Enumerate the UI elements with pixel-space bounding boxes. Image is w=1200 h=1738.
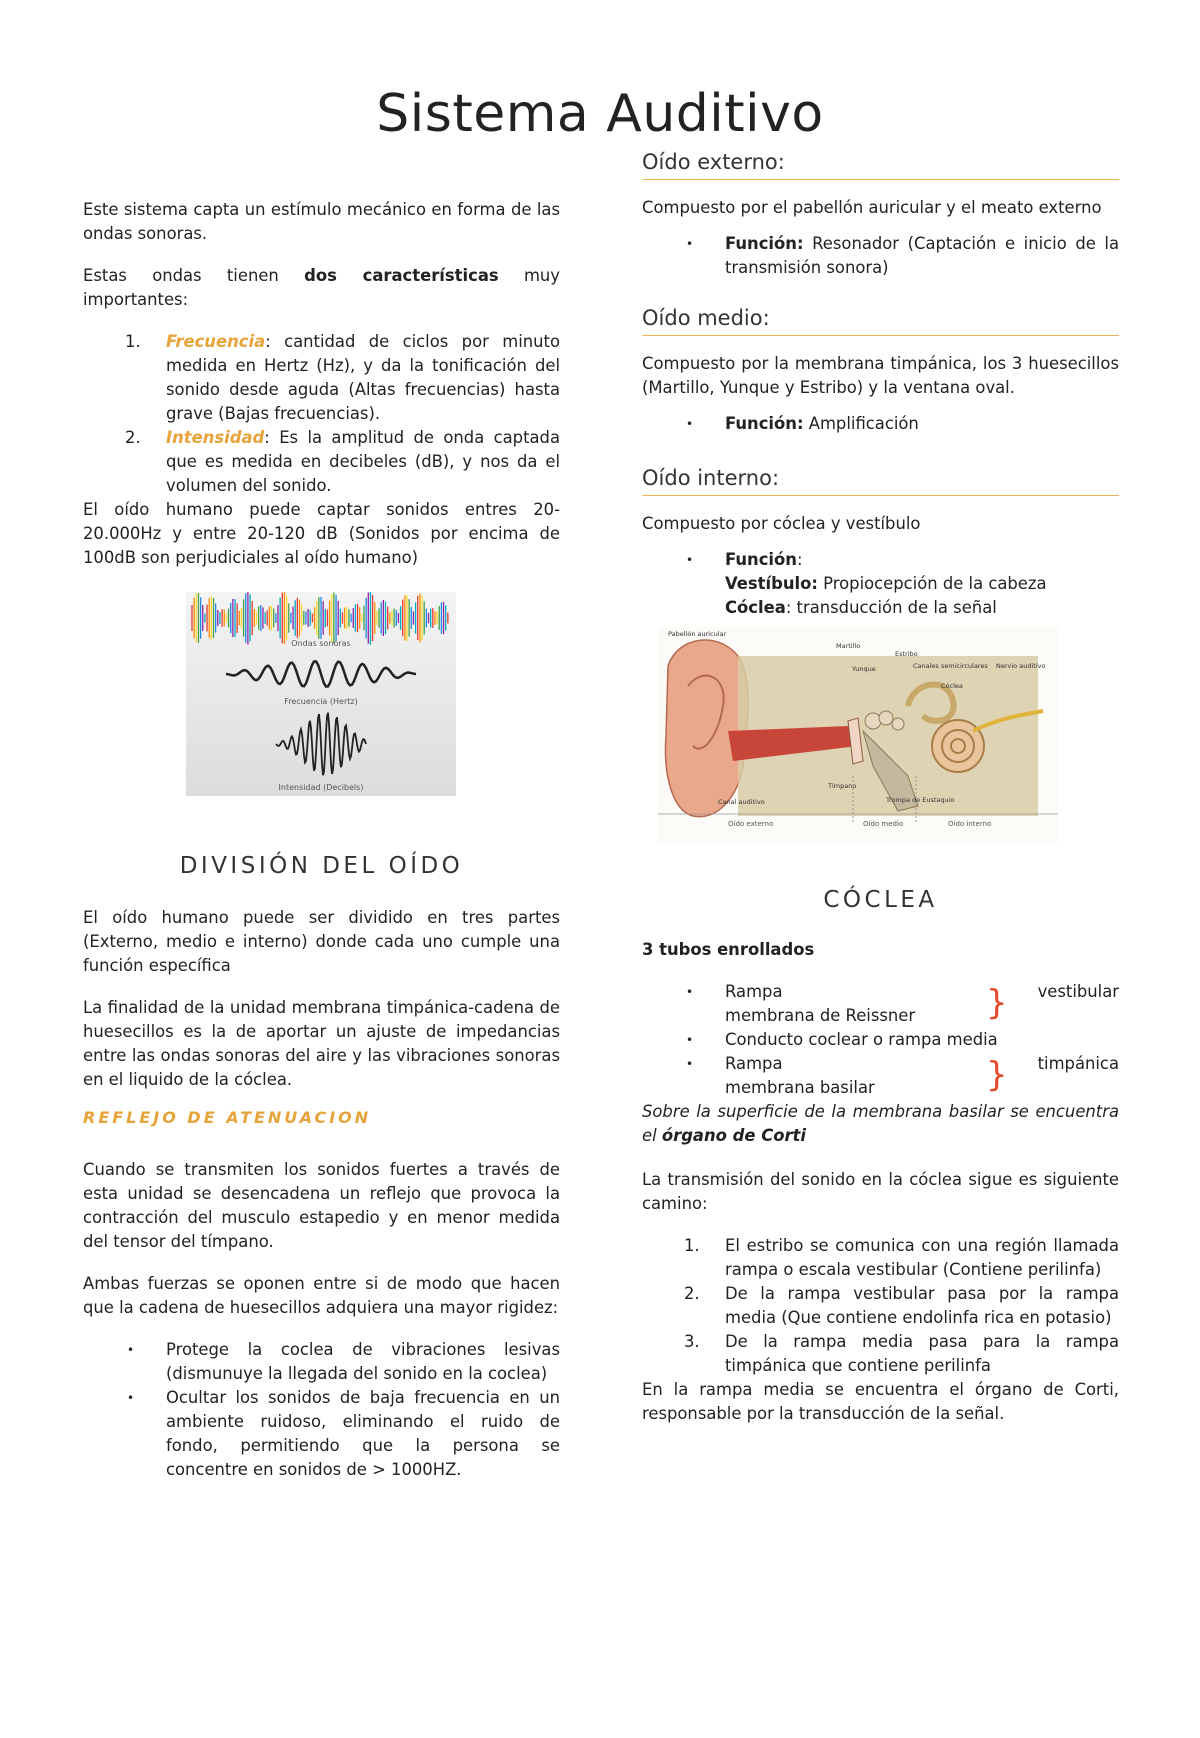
outer-ear-text: Compuesto por el pabellón auricular y el meato externo — [642, 198, 1102, 217]
reflex-paragraph-2: Ambas fuerzas se oponen entre si de modo que hacen que la cadena de huesecillos adquiera una mayor rigidez: — [83, 1274, 560, 1317]
path-intro: La transmisión del sonido en la cóclea sigue es siguiente camino: — [642, 1170, 1119, 1213]
list-text: Rampa — [725, 982, 783, 1001]
bullet: • — [686, 553, 694, 567]
brace-icon: } — [986, 1055, 1008, 1095]
right-column — [642, 150, 1119, 1426]
figure-label: Oído medio — [863, 820, 904, 828]
list-number: 2. — [684, 1284, 700, 1303]
sound-waves-figure — [186, 592, 456, 796]
tubes-list — [642, 980, 1119, 1100]
list-item — [642, 1282, 1119, 1330]
list-text: El estribo se comunica con una región llamada rampa o escala vestibular (Contiene perilinfa) — [725, 1236, 1119, 1279]
ossicle-incus — [879, 711, 893, 725]
list-text: membrana de Reissner — [725, 1006, 916, 1025]
bullet: • — [686, 1057, 694, 1071]
vestibulo-label: Vestíbulo: — [725, 574, 818, 593]
figure-label: Frecuencia (Hertz) — [284, 697, 358, 706]
middle-ear-heading: Oído medio: — [642, 306, 1119, 336]
inner-ear-text: Compuesto por cóclea y vestíbulo — [642, 514, 921, 533]
list-text: Rampa — [725, 1054, 783, 1073]
function-label: Función: — [725, 234, 804, 253]
middle-ear-function — [642, 412, 1119, 436]
list-item — [83, 1338, 560, 1386]
function-text: Amplificación — [803, 414, 919, 433]
path-steps — [642, 1234, 1119, 1378]
list-item — [83, 426, 560, 498]
bullet: • — [686, 1033, 694, 1047]
list-number: 1. — [125, 332, 141, 351]
brace-label: vestibular — [1037, 982, 1119, 1001]
bullet: • — [686, 985, 694, 999]
list-item — [642, 1234, 1119, 1282]
list-item — [83, 330, 560, 426]
figure-label: Pabellón auricular — [668, 630, 727, 638]
list-item — [642, 412, 1119, 436]
figure-label: Intensidad (Decibels) — [278, 783, 364, 792]
list-text: Conducto coclear o rampa media — [725, 1030, 998, 1049]
list-item — [642, 980, 1119, 1028]
final-paragraph: En la rampa media se encuentra el órgano de Corti, responsable por la transducción de la señal. — [642, 1380, 1119, 1423]
function-label: Función — [725, 550, 797, 569]
bold-term: órgano de Corti — [661, 1126, 807, 1145]
text-run: Sobre la superficie de la membrana basilar se encuentra el — [642, 1102, 1119, 1145]
list-item — [642, 232, 1119, 280]
coclea-text: : transducción de la señal — [785, 598, 997, 617]
bold-heading: 3 tubos enrollados — [642, 940, 815, 959]
division-paragraph-1: El oído humano puede ser dividido en tres partes (Externo, medio e interno) donde cada uno cumple una función específica — [83, 908, 560, 975]
left-column — [83, 198, 560, 1482]
list-number: 1. — [684, 1236, 700, 1255]
list-item — [642, 1330, 1119, 1378]
coclea-title: CÓCLEA — [823, 887, 938, 913]
pinna-shape — [665, 640, 748, 817]
list-text: De la rampa vestibular pasa por la rampa media (Que contiene endolinfa rica en potasio) — [725, 1284, 1119, 1327]
list-text: Ocultar los sonidos de baja frecuencia en un ambiente ruidoso, eliminando el ruido de fondo, permitiendo que la persona se concentre en sonidos de > 1000HZ. — [166, 1388, 560, 1479]
inner-ear-function — [642, 548, 1119, 620]
brace-icon: } — [986, 983, 1008, 1023]
figure-label: Canales semicirculares — [913, 662, 988, 670]
figure-label: Canal auditivo — [718, 798, 765, 806]
outer-ear-function — [642, 232, 1119, 280]
list-text: : Es la amplitud de onda captada que es medida en decibeles (dB), y nos da el volumen del sonido. — [166, 428, 560, 495]
characteristics-list — [83, 330, 560, 498]
figure-label: Ondas sonoras — [291, 639, 351, 648]
term-intensidad: Intensidad — [166, 428, 265, 447]
list-number: 2. — [125, 428, 141, 447]
figure-label: Oído interno — [948, 820, 992, 828]
text-run: muy importantes: — [83, 266, 560, 309]
ossicle-stapes — [892, 718, 904, 730]
figure-label: Estribo — [895, 650, 918, 658]
list-item — [642, 1052, 1119, 1100]
list-text: : cantidad de ciclos por minuto medida en Hertz (Hz), y da la tonificación del sonido desde aguda (Altas frecuencias) hasta grave (Bajas frecuencias). — [166, 332, 560, 423]
middle-ear-text: Compuesto por la membrana timpánica, los 3 huesecillos (Martillo, Yunque y Estribo) y la ventana oval. — [642, 354, 1119, 397]
list-item — [83, 1386, 560, 1482]
function-text: Resonador (Captación e inicio de la transmisión sonora) — [725, 234, 1119, 277]
figure-label: Martillo — [836, 642, 861, 650]
reflex-title: REFLEJO DE ATENUACION — [83, 1108, 372, 1127]
figure-label: Yunque — [852, 665, 876, 673]
inner-ear-heading: Oído interno: — [642, 466, 1119, 496]
division-paragraph-2: La finalidad de la unidad membrana timpánica-cadena de huesecillos es la de aportar un ajuste de impedancias entre las ondas sonoras del aire y las vibraciones sonoras en el liquido de la cóclea. — [83, 998, 560, 1089]
figure-label: Trompa de Eustaquio — [886, 796, 955, 804]
ossicle-malleus — [865, 713, 881, 729]
bullet: • — [686, 237, 694, 251]
reflex-paragraph-1: Cuando se transmiten los sonidos fuertes a través de esta unidad se desencadena un reflejo que provoca la contracción del musculo estapedio y en menor medida del tensor del tímpano. — [83, 1160, 560, 1251]
list-number: 3. — [684, 1332, 700, 1351]
bullet: • — [127, 1343, 135, 1357]
vestibulo-text: Propiocepción de la cabeza — [817, 574, 1047, 593]
figure-label: Tímpano — [828, 782, 857, 790]
term-frecuencia: Frecuencia — [166, 332, 266, 351]
figure-label: Oído externo — [728, 820, 774, 828]
function-label: Función: — [725, 414, 804, 433]
list-item — [642, 548, 1119, 620]
list-text: membrana basilar — [725, 1078, 875, 1097]
figure-label: Cóclea — [941, 682, 963, 690]
list-item — [642, 1028, 1119, 1052]
text-run: : — [796, 550, 803, 569]
page-title: Sistema Auditivo — [376, 84, 824, 144]
reflex-list — [83, 1338, 560, 1482]
list-text: Protege la coclea de vibraciones lesivas (dismunuye la llegada del sonido en la coclea) — [166, 1340, 560, 1383]
corti-note — [642, 1100, 1119, 1148]
text-run: Estas ondas tienen — [83, 266, 305, 285]
bullet: • — [686, 417, 694, 431]
outer-ear-heading: Oído externo: — [642, 150, 1119, 180]
ear-anatomy-figure — [658, 626, 1058, 844]
intro-paragraph: Este sistema capta un estímulo mecánico en forma de las ondas sonoras. — [83, 200, 560, 243]
tubes-title — [642, 938, 1119, 962]
bold-term: dos características — [304, 266, 499, 285]
list-text: De la rampa media pasa para la rampa timpánica que contiene perilinfa — [725, 1332, 1119, 1375]
division-title: DIVISIÓN DEL OÍDO — [179, 853, 464, 879]
coclea-label: Cóclea — [725, 598, 786, 617]
range-paragraph: El oído humano puede captar sonidos entres 20-20.000Hz y entre 20-120 dB (Sonidos por encima de 100dB son perjudiciales al oído humano) — [83, 500, 560, 567]
figure-label: Nervio auditivo — [996, 662, 1046, 670]
bullet: • — [127, 1391, 135, 1405]
characteristics-intro — [83, 264, 560, 312]
brace-label: timpánica — [1037, 1054, 1119, 1073]
